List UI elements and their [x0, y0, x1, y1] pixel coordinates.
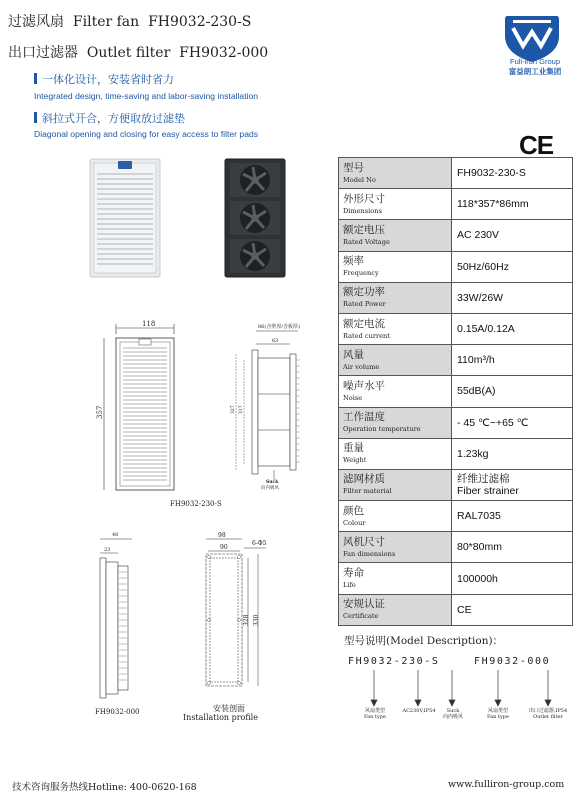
- spec-label-cn: 型号: [343, 161, 364, 174]
- spec-label-en: Colour: [343, 518, 366, 527]
- cutout-dim-330: 330: [253, 614, 260, 626]
- side-dim-317: 317: [239, 405, 244, 414]
- spec-value-text: FH9032-230-S: [457, 167, 526, 180]
- spec-label-cn: 噪声水平: [343, 379, 385, 392]
- feature-1-en: Integrated design, time-saving and labor-saving installation: [34, 91, 259, 101]
- filter-fan-photo: [89, 158, 161, 278]
- fan-front-drawing: [94, 320, 190, 495]
- spec-label: [339, 345, 452, 376]
- spec-label-cn: 寿命: [343, 567, 364, 580]
- spec-label: [339, 376, 452, 407]
- cutout-dim-90: 90: [220, 544, 228, 551]
- title-filter-fan: 过滤风扇 Filter fan FH9032-230-S: [8, 14, 252, 30]
- spec-label: [339, 189, 452, 220]
- title-outlet-filter: 出口过滤器 Outlet filter FH9032-000: [8, 45, 269, 61]
- spec-row: [339, 532, 573, 563]
- spec-label-en: Filter material: [343, 487, 392, 496]
- spec-row: [339, 313, 573, 344]
- spec-value: [452, 220, 573, 251]
- spec-value: [452, 345, 573, 376]
- spec-label: [339, 251, 452, 282]
- spec-row: [339, 594, 573, 625]
- spec-value: [452, 251, 573, 282]
- spec-label-en: Frequency: [343, 269, 379, 278]
- spec-label: [339, 158, 452, 189]
- spec-value-text: 110m³/h: [457, 354, 495, 367]
- fan-width-dim: 118: [142, 320, 156, 328]
- spec-value-text: 55dB(A): [457, 385, 496, 398]
- spec-value: [452, 501, 573, 532]
- model-code-fan: FH9032-230-S: [348, 656, 440, 667]
- md-label-suck: Suck 向内吸风: [442, 708, 463, 720]
- filter-dim-23: 23: [104, 547, 111, 553]
- filter-drawing-caption: FH9032-000: [95, 708, 140, 716]
- outlet-filter-drawing: [86, 528, 146, 704]
- spec-row: [339, 376, 573, 407]
- spec-label: [339, 407, 452, 438]
- spec-row: [339, 407, 573, 438]
- spec-label-cn: 滤网材质: [343, 473, 385, 486]
- spec-row: [339, 563, 573, 594]
- feature-1-cn: 一体化设计，安装省时省力: [42, 74, 174, 86]
- spec-value-text: 纤维过滤棉: [457, 472, 510, 485]
- cutout-dim-328: 328: [243, 614, 250, 626]
- spec-label-en: Air volume: [343, 362, 380, 371]
- spec-value: [452, 407, 573, 438]
- spec-label-cn: 频率: [343, 255, 364, 268]
- spec-value: [452, 563, 573, 594]
- spec-label-en: Weight: [343, 456, 367, 465]
- spec-row: [339, 345, 573, 376]
- spec-label-cn: 外形尺寸: [343, 192, 385, 205]
- suck-label-cn: 向内吸风: [261, 486, 279, 490]
- model-code-filter: FH9032-000: [474, 656, 551, 667]
- spec-row: [339, 501, 573, 532]
- spec-label-cn: 安规认证: [343, 598, 385, 611]
- spec-row: [339, 189, 573, 220]
- fan-drawing-caption: FH9032-230-S: [170, 500, 222, 508]
- fan-side-drawing: [226, 320, 316, 490]
- spec-label-cn: 额定电流: [343, 317, 385, 330]
- spec-label-cn: 风机尺寸: [343, 535, 385, 548]
- md-label-outlet-filter: 出口过滤器,IP54 Outlet filter: [528, 708, 568, 720]
- spec-value-text: 118*357*86mm: [457, 198, 529, 211]
- fan-depth-dim: 86(含壁厚/含板厚): [258, 324, 300, 330]
- filter-dim-48: 48: [112, 532, 119, 538]
- suck-label-en: Suck: [266, 480, 279, 485]
- install-caption-cn: 安装剖面: [213, 704, 245, 713]
- spec-row: [339, 220, 573, 251]
- fan-height-dim: 357: [96, 405, 104, 419]
- spec-row: [339, 251, 573, 282]
- spec-label: [339, 532, 452, 563]
- install-caption-en: Installation profile: [183, 713, 258, 722]
- spec-value-text: CE: [457, 603, 472, 616]
- spec-label-en: Rated Power: [343, 300, 386, 309]
- spec-value: [452, 438, 573, 469]
- footer-hotline: 技术咨询服务热线Hotline: 400-0620-168: [12, 782, 197, 793]
- spec-label-en: Fan dimensions: [343, 549, 396, 558]
- spec-row: [339, 469, 573, 500]
- spec-row: [339, 438, 573, 469]
- spec-label-en: Rated current: [343, 331, 390, 340]
- spec-value: [452, 594, 573, 625]
- spec-label-cn: 额定功率: [343, 286, 385, 299]
- spec-label-en: Model No: [343, 175, 376, 184]
- spec-value: [452, 158, 573, 189]
- spec-label-en: Life: [343, 581, 356, 590]
- feature-2-en: Diagonal opening and closing for easy access to filter pads: [34, 129, 259, 139]
- spec-label: [339, 594, 452, 625]
- spec-label-cn: 重量: [343, 442, 364, 455]
- logo-english-name: Full-iron Group: [509, 57, 561, 66]
- spec-label-en: Operation temperature: [343, 425, 421, 434]
- spec-label: [339, 501, 452, 532]
- spec-value-text: 33W/26W: [457, 291, 504, 304]
- spec-value-text-2: Fiber strainer: [457, 484, 519, 497]
- cutout-dim-holes: 6-Φ5: [252, 540, 267, 547]
- spec-value-text: 50Hz/60Hz: [457, 260, 509, 273]
- spec-value: [452, 313, 573, 344]
- spec-table: [338, 157, 573, 626]
- md-label-fan-type: 风扇类型 Fan type: [364, 708, 386, 720]
- spec-value: [452, 532, 573, 563]
- spec-value-text: AC 230V: [457, 229, 500, 242]
- spec-label-en: Noise: [343, 393, 363, 402]
- spec-label-cn: 风量: [343, 348, 364, 361]
- spec-value-text: 100000h: [457, 572, 498, 585]
- spec-value-text: 0.15A/0.12A: [457, 323, 515, 336]
- spec-value-text: - 45 ℃~+65 ℃: [457, 416, 529, 429]
- cutout-dim-98: 98: [218, 532, 226, 539]
- logo-chinese-name: 富益朗工业集团: [508, 67, 562, 76]
- spec-label: [339, 313, 452, 344]
- spec-label: [339, 282, 452, 313]
- spec-value: [452, 189, 573, 220]
- fan-rear-photo: [224, 158, 286, 278]
- spec-label-en: Certificate: [343, 612, 379, 621]
- spec-label-en: Rated Voltage: [343, 237, 390, 246]
- spec-label: [339, 469, 452, 500]
- spec-row: [339, 158, 573, 189]
- installation-cutout-drawing: [196, 528, 286, 700]
- spec-value-text: RAL7035: [457, 510, 501, 523]
- spec-label-en: Dimensions: [343, 206, 382, 215]
- model-description-title: 型号说明(Model Description)：: [344, 635, 504, 647]
- spec-value: [452, 282, 573, 313]
- spec-label: [339, 438, 452, 469]
- spec-value-text: 1.23kg: [457, 447, 489, 460]
- md-label-voltage: AC230V,IP54: [402, 708, 436, 714]
- spec-value-text: 80*80mm: [457, 541, 502, 554]
- side-dim-63: 63: [272, 338, 279, 344]
- spec-value: [452, 469, 573, 500]
- spec-row: [339, 282, 573, 313]
- spec-label: [339, 220, 452, 251]
- side-dim-327: 327: [231, 405, 236, 414]
- spec-label-cn: 额定电压: [343, 223, 385, 236]
- spec-value: [452, 376, 573, 407]
- model-description-arrows: [340, 668, 575, 708]
- feature-bullet: [34, 112, 37, 123]
- md-label-fan-type-2: 风扇类型 Fan type: [487, 708, 509, 720]
- ce-mark: CE: [519, 130, 554, 160]
- feature-bullet: [34, 73, 37, 84]
- spec-label-cn: 工作温度: [343, 411, 385, 424]
- footer-website-link[interactable]: www.fulliron-group.com: [448, 779, 565, 790]
- spec-label: [339, 563, 452, 594]
- spec-label-cn: 颜色: [343, 504, 364, 517]
- feature-2-cn: 斜拉式开合，方便取放过滤垫: [42, 113, 185, 125]
